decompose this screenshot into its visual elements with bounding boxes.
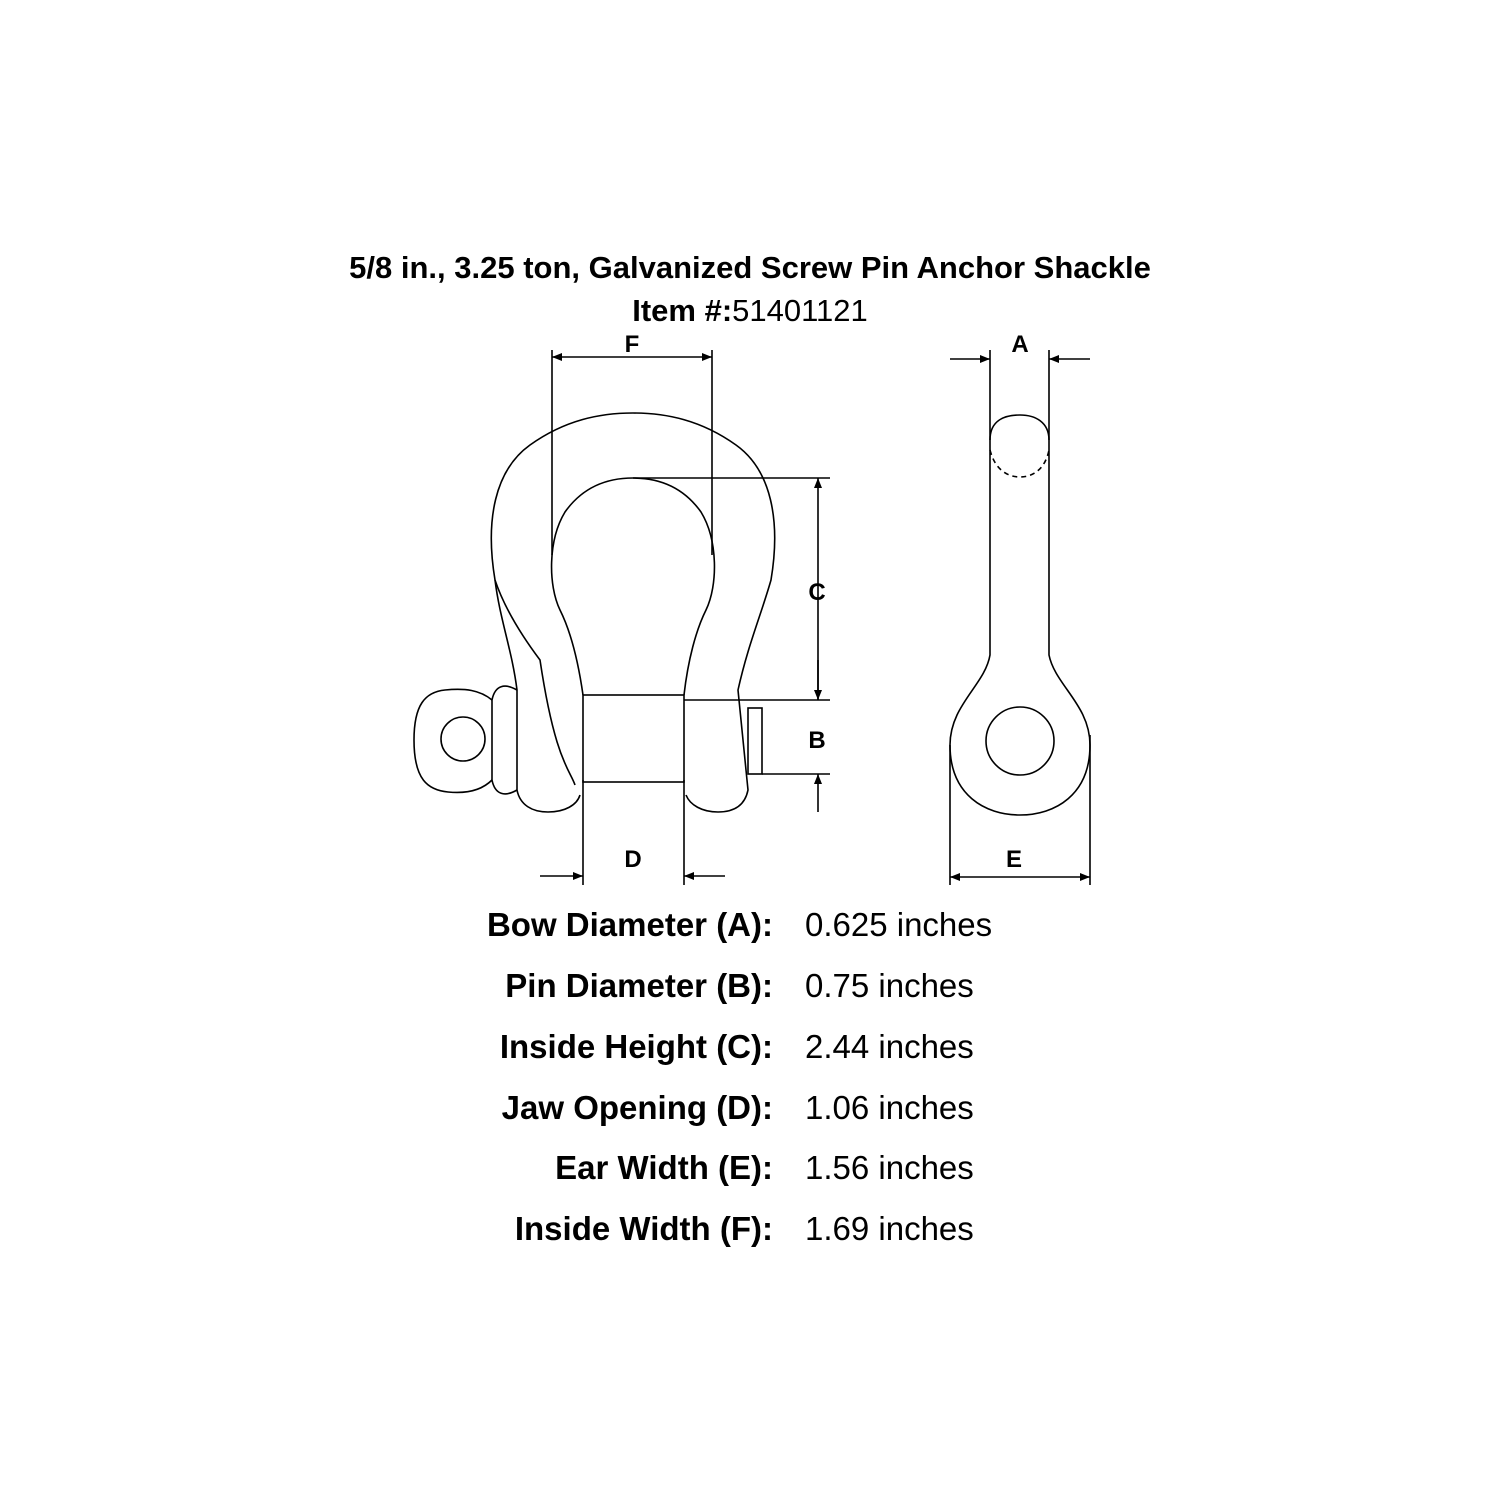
dimension-label-e: E: [1005, 846, 1023, 873]
dimension-label-b: B: [808, 727, 826, 754]
pin-threaded-end: [748, 708, 762, 774]
dimension-c: [633, 478, 830, 700]
spec-row: [0, 900, 1500, 950]
spec-value: 0.625 inches: [805, 906, 993, 943]
spec-label: Pin Diameter (B):: [505, 967, 773, 1004]
side-eye-hole: [986, 707, 1054, 775]
side-bow-outline: [950, 415, 1090, 815]
bow-inner-outline: [552, 478, 715, 695]
spec-row: [0, 1083, 1500, 1133]
pin-collar: [492, 686, 517, 794]
dimension-label-f: F: [624, 331, 640, 358]
spec-row: [0, 961, 1500, 1011]
spec-row: [0, 1022, 1500, 1072]
spec-row: [0, 1204, 1500, 1254]
pin-body: [583, 695, 684, 782]
bow-left-leg: [495, 580, 580, 812]
dimension-label-a: A: [1011, 331, 1029, 358]
item-number: 51401121: [732, 293, 868, 328]
spec-label: Inside Height (C):: [499, 1028, 773, 1065]
spec-label: Bow Diameter (A):: [486, 906, 773, 943]
pin-head: [414, 689, 492, 792]
spec-value: 2.44 inches: [805, 1028, 974, 1065]
spec-label: Jaw Opening (D):: [501, 1089, 773, 1126]
dimension-label-d: D: [624, 846, 642, 873]
bow-outer-outline: [491, 413, 774, 812]
spec-row: [0, 1143, 1500, 1193]
spec-label: Ear Width (E):: [555, 1149, 773, 1186]
spec-label: Inside Width (F):: [514, 1210, 773, 1247]
dimension-a: [950, 350, 1090, 440]
item-label: Item #:: [632, 293, 733, 328]
spec-value: 0.75 inches: [805, 967, 974, 1004]
spec-value: 1.69 inches: [805, 1210, 974, 1247]
shackle-side-view: [950, 415, 1090, 815]
dimension-f: [552, 350, 712, 555]
pin-eye-hole: [441, 717, 485, 761]
shackle-front-view: [414, 413, 775, 812]
spec-value: 1.56 inches: [805, 1149, 974, 1186]
side-bow-hidden-line: [990, 450, 1049, 477]
spec-value: 1.06 inches: [805, 1089, 974, 1126]
dimension-label-c: C: [808, 579, 826, 606]
product-title: 5/8 in., 3.25 ton, Galvanized Screw Pin Anchor Shackle: [349, 250, 1151, 285]
